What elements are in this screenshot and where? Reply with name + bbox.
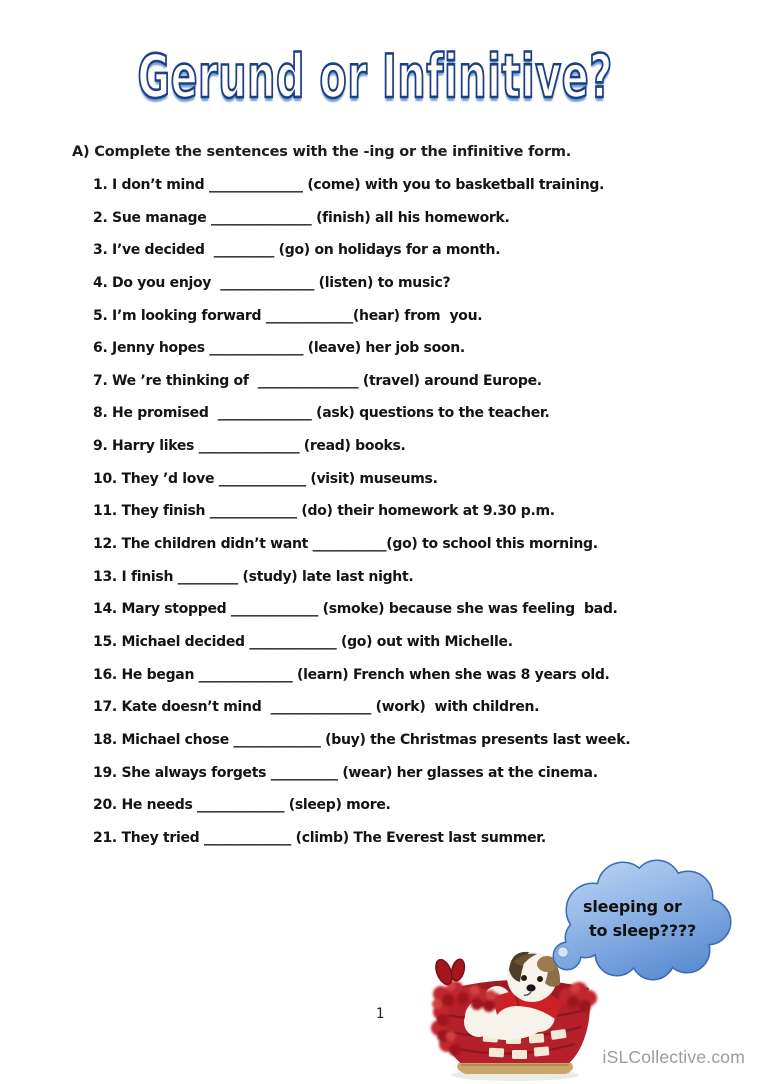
sentence-item: 19. She always forgets __________ (wear) her glasses at the cinema. (93, 764, 598, 781)
sentence-item: 6. Jenny hopes ______________ (leave) her job soon. (93, 340, 465, 357)
sentence-item: 17. Kate doesn’t mind _______________ (work) with children. (93, 699, 540, 716)
sentence-item: 13. I finish _________ (study) late last night. (93, 568, 414, 585)
sentence-item: 10. They ’d love _____________ (visit) museums. (93, 470, 438, 487)
sentence-item: 5. I’m looking forward _____________(hear) from you. (93, 307, 483, 324)
sentence-list (93, 169, 733, 854)
sentence-item: 1. I don’t mind ______________ (come) with you to basketball training. (93, 177, 605, 193)
sentence-item: 8. He promised ______________ (ask) questions to the teacher. (93, 405, 550, 422)
page-number: 1 (375, 1006, 385, 1022)
watermark: iSLCollective.com (602, 1047, 745, 1067)
ribbon-bow (433, 957, 467, 986)
sentence-item: 16. He began ______________ (learn) French when she was 8 years old. (93, 666, 610, 683)
sentence-item: 3. I’ve decided _________ (go) on holidays for a month. (93, 242, 501, 259)
title-area (0, 42, 750, 112)
instruction-text: A) Complete the sentences with the -ing or the infinitive form. (72, 144, 572, 160)
sentence-item: 11. They finish _____________ (do) their homework at 9.30 p.m. (93, 503, 555, 520)
sentence-item: 7. We ’re thinking of _______________ (travel) around Europe. (93, 372, 542, 389)
bubble-text-line1: sleeping or (583, 897, 682, 916)
sentence-item: 9. Harry likes _______________ (read) books. (93, 438, 406, 455)
sentence-item: 12. The children didn’t want ___________(go) to school this morning. (93, 536, 598, 553)
sentence-item: 2. Sue manage _______________ (finish) all his homework. (93, 209, 510, 226)
sentence-item: 14. Mary stopped _____________ (smoke) because she was feeling bad. (93, 601, 618, 618)
sentence-item: 20. He needs _____________ (sleep) more. (93, 797, 391, 814)
sentence-item: 21. They tried _____________ (climb) The Everest last summer. (93, 829, 546, 846)
sentence-item: 15. Michael decided _____________ (go) out with Michelle. (93, 633, 513, 650)
sentence-item: 4. Do you enjoy ______________ (listen) to music? (93, 274, 451, 291)
sentence-item: 18. Michael chose _____________ (buy) the Christmas presents last week. (93, 731, 631, 748)
bubble-text-line2: to sleep???? (589, 921, 697, 940)
page-title: Gerund or Infinitive? (137, 42, 613, 112)
